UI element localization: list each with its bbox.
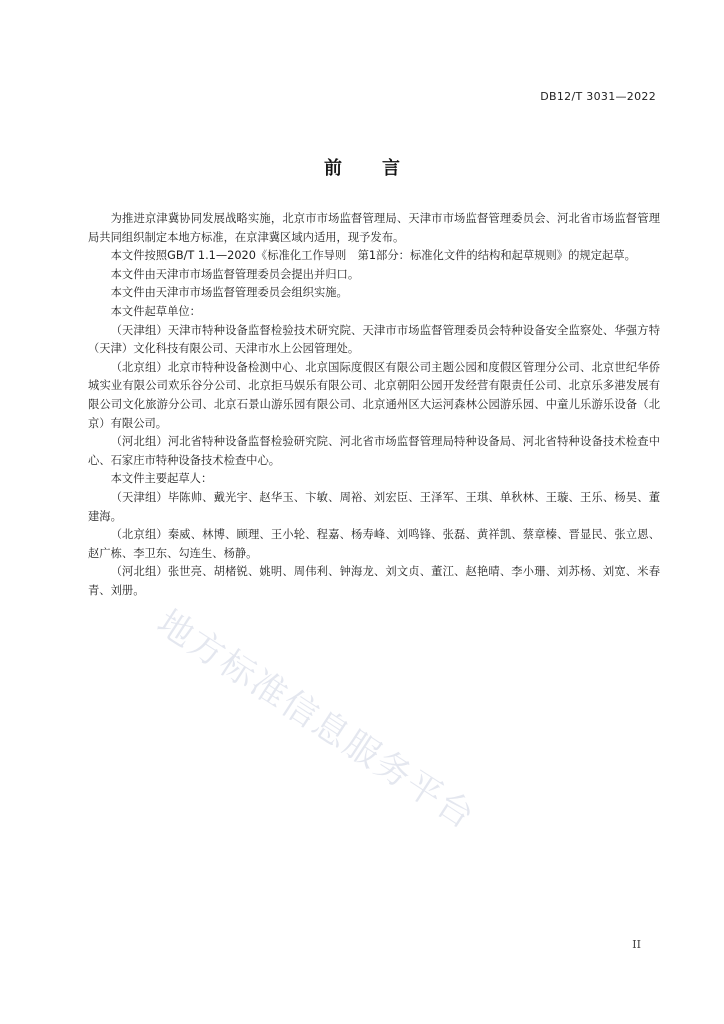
foreword-body — [88, 210, 660, 600]
paragraph-drafters-heading: 本文件主要起草人： — [110, 472, 213, 486]
watermark: 地方标准信息服务平台 — [149, 602, 482, 838]
paragraph-drafting-units-heading: 本文件起草单位： — [110, 304, 201, 318]
paragraph-purpose: 为推进京津冀协同发展战略实施，北京市市场监督管理局、天津市市场监督管理委员会、河北省市场监督管理局共同组织制定本地方标准，在京津冀区域内适用，现予发布。 — [88, 212, 660, 244]
document-number: DB12/T 3031—2022 — [540, 90, 656, 103]
paragraph-drafters-tianjin: （天津组）毕陈帅、戴光宇、赵华玉、卞敏、周裕、刘宏臣、王泽军、王琪、单秋林、王璇、王乐、杨昊、董建海。 — [88, 490, 660, 523]
page-number: II — [632, 938, 641, 951]
paragraph-proposer: 本文件由天津市市场监督管理委员会提出并归口。 — [110, 267, 360, 281]
paragraph-drafting-rules: 本文件按照GB/T 1.1—2020《标准化工作导则 第1部分：标准化文件的结构和起草规则》的规定起草。 — [110, 249, 636, 263]
paragraph-drafters-hebei: （河北组）张世亮、胡楮锐、姚明、周伟利、钟海龙、刘文贞、董江、赵艳晴、李小珊、刘苏杨、刘宽、米春青、刘册。 — [88, 565, 660, 597]
paragraph-units-hebei: （河北组）河北省特种设备监督检验研究院、河北省市场监督管理局特种设备局、河北省特种设备技术检查中心、石家庄市特种设备技术检查中心。 — [88, 435, 660, 467]
paragraph-units-beijing: （北京组）北京市特种设备检测中心、北京国际度假区有限公司主题公园和度假区管理分公司、北京世纪华侨城实业有限公司欢乐谷分公司、北京拒马娱乐有限公司、北京朝阳公园开发经营有限责任公司、北京乐多港发展有限公司文化旅游分公司、北京石景山游乐园有限公司、北京通州区大运河森林公园游乐园、中童儿乐游乐设备（北京）有限公司。 — [88, 360, 660, 430]
paragraph-implementer: 本文件由天津市市场监督管理委员会组织实施。 — [110, 286, 348, 300]
paragraph-drafters-beijing: （北京组）秦威、林博、顾理、王小轮、程嘉、杨寿峰、刘鸣锋、张磊、黄祥凯、蔡章榛、晋显民、张立恩、赵广栋、李卫东、勾连生、杨静。 — [88, 528, 660, 560]
section-title: 前言 — [324, 158, 440, 179]
paragraph-units-tianjin: （天津组）天津市特种设备监督检验技术研究院、天津市市场监督管理委员会特种设备安全监察处、华强方特（天津）文化科技有限公司、天津市水上公园管理处。 — [88, 323, 660, 356]
